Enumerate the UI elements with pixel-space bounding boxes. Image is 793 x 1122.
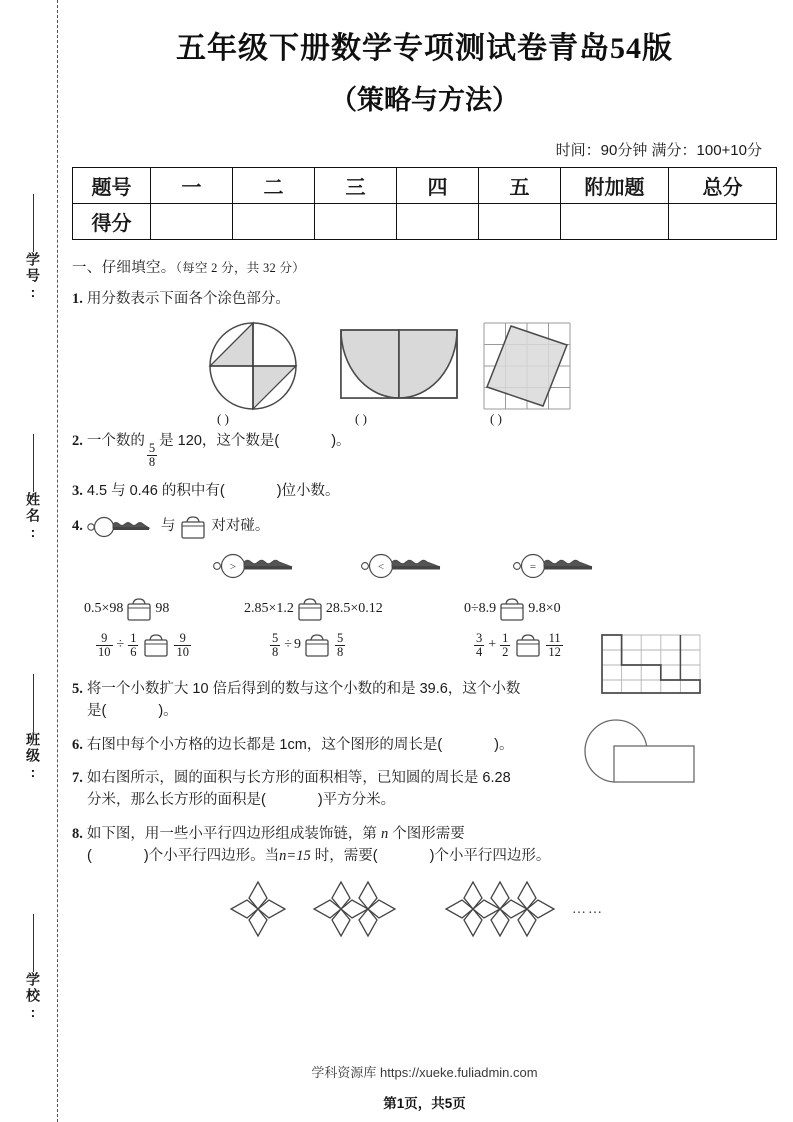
footer-library-name: 学科资源库: [311, 1065, 377, 1080]
question-number: 6.: [72, 736, 83, 753]
expression-pair-2: [244, 596, 383, 622]
question-7: [72, 767, 777, 812]
fraction: [128, 632, 138, 659]
score-cell: 三: [315, 167, 397, 203]
circle-quadrant-figure: [205, 320, 301, 412]
table-row: [73, 167, 777, 203]
question-text-line2: (: [87, 848, 92, 865]
footer-url[interactable]: https://xueke.fuliadmin.com: [380, 1065, 538, 1080]
fraction-numerator: 11: [548, 630, 561, 645]
key-icon: [86, 516, 158, 538]
score-input-cell[interactable]: [233, 203, 315, 239]
key-icon-less-than: [360, 552, 450, 580]
sidebar-item-name: [10, 430, 56, 542]
fraction-numerator: 9: [101, 630, 108, 645]
score-input-cell[interactable]: [561, 203, 669, 239]
variable-n-equals: n=15: [279, 848, 311, 865]
key-symbol: =: [529, 560, 537, 573]
operator: ÷: [116, 637, 125, 653]
fraction-numerator: 1: [502, 630, 509, 645]
sidebar-label-name: 姓名:: [25, 492, 41, 542]
fraction: [174, 632, 191, 659]
question-number: 3.: [72, 483, 83, 500]
fraction-denominator: 8: [336, 644, 344, 659]
question-text-d: 时，需要(: [310, 848, 378, 865]
score-input-cell[interactable]: [397, 203, 479, 239]
score-cell: 五: [479, 167, 561, 203]
sidebar-item-school: [10, 910, 56, 1022]
expression-right: 28.5×0.12: [325, 600, 383, 616]
score-input-cell[interactable]: [315, 203, 397, 239]
student-info-sidebar: [10, 0, 56, 1122]
fraction-numerator: 9: [179, 630, 186, 645]
fraction-numerator: 5: [336, 630, 344, 645]
section-heading-text: 一、仔细填空。: [72, 259, 176, 276]
score-cell: 总分: [669, 167, 777, 203]
question-number: 4.: [72, 518, 83, 535]
question-8: [72, 823, 777, 868]
expression-pair-3: [464, 596, 561, 622]
question-4: [72, 514, 777, 540]
chain-figure-1: [227, 878, 289, 940]
exam-page: [72, 0, 777, 1122]
lock-icon: [178, 514, 208, 540]
page-subtitle: （策略与方法）: [330, 84, 519, 115]
question-text-line2: 是(: [87, 703, 107, 720]
score-cell: 一: [151, 167, 233, 203]
lock-icon[interactable]: [296, 596, 324, 622]
question-3: [72, 480, 777, 502]
question-number: 5.: [72, 680, 83, 697]
lock-icon[interactable]: [303, 632, 331, 658]
question-1-figures: [72, 316, 777, 428]
fraction: [546, 632, 563, 659]
operator: ÷: [284, 637, 292, 653]
score-input-cell[interactable]: [669, 203, 777, 239]
fraction-denominator: 10: [98, 644, 111, 659]
sidebar-item-class: [10, 670, 56, 782]
chain-figure-2: [310, 878, 426, 940]
question-text-line2: 分米，那么长方形的面积是(: [87, 792, 266, 809]
question-number: 7.: [72, 769, 83, 786]
question-1: [72, 288, 777, 310]
q4-key-symbols-row: [72, 550, 777, 590]
operator: +: [488, 637, 497, 653]
table-row: [73, 203, 777, 239]
fraction-denominator: 8: [148, 454, 156, 469]
key-icon-equals: [512, 552, 602, 580]
grid-perimeter-figure: [600, 633, 702, 695]
footer-source: [72, 1062, 777, 1081]
section-points: （每空 2 分，共 32 分）: [175, 260, 306, 275]
expression-right: 9.8×0: [528, 600, 561, 616]
write-line: [33, 434, 34, 492]
q4-expression-row-1: [72, 592, 777, 630]
footer-page-number: 第1页，共5页: [383, 1096, 466, 1111]
fraction-numerator: 5: [148, 440, 156, 455]
key-symbol: >: [229, 560, 237, 573]
fraction: [335, 632, 345, 659]
fraction-denominator: 4: [476, 644, 483, 659]
page-title: 五年级下册数学专项测试卷青岛54版: [176, 32, 673, 65]
expression-left: 0÷8.9: [464, 600, 497, 616]
q1-caption-3[interactable]: ( ): [490, 410, 502, 426]
question-text: 将一个小数扩大 10 倍后得到的数与这个小数的和是 39.6，这个小数: [86, 680, 521, 697]
question-text-tail: )。: [494, 736, 514, 753]
sidebar-label-student-id: 学号:: [25, 252, 41, 302]
whole-number: 9: [293, 637, 301, 653]
question-text-b: 个图形需要: [388, 825, 465, 842]
exam-meta: 时间：90分钟 满分：100+10分: [555, 141, 762, 159]
fraction: [270, 632, 280, 659]
question-text-c: )个小平行四边形。当: [143, 848, 280, 865]
score-cell: 二: [233, 167, 315, 203]
fraction: [500, 632, 510, 659]
variable-n: n: [380, 825, 389, 842]
binding-dashed-line: [57, 0, 58, 1122]
section-heading: [72, 256, 777, 277]
fraction-denominator: 12: [548, 644, 561, 659]
question-text: 一个数的: [86, 432, 145, 449]
key-icon-greater-than: [212, 552, 302, 580]
fraction-pair-3: [472, 632, 565, 659]
score-cell: 附加题: [561, 167, 669, 203]
question-2: [72, 430, 777, 469]
expression-right: 98: [155, 600, 170, 616]
question-text-tail: )。: [331, 432, 351, 449]
fraction-denominator: 8: [272, 644, 279, 659]
question-text: 4.5 与 0.46 的积中有(: [86, 483, 225, 500]
fraction-denominator: 2: [502, 644, 509, 659]
expression-pair-1: [84, 596, 169, 622]
score-row-header: 题号: [73, 167, 151, 203]
fraction-denominator: 6: [130, 644, 137, 659]
expression-left: 2.85×1.2: [244, 600, 294, 616]
fraction-pair-2: [268, 632, 347, 659]
question-text: 如下图，用一些小平行四边形组成装饰链，第: [86, 825, 381, 842]
two-squares-arcs-figure: [339, 328, 459, 406]
question-text-tail: )。: [158, 703, 178, 720]
question-4-tail: 对对碰。: [211, 518, 270, 535]
question-text: 右图中每个小方格的边长都是 1cm，这个图形的周长是(: [86, 736, 443, 753]
fraction-denominator: 10: [176, 644, 189, 659]
lock-icon[interactable]: [142, 632, 170, 658]
question-text-tail: )位小数。: [276, 483, 340, 500]
q8-parallelogram-chain-figures: [72, 876, 777, 948]
question-text-suffix: 是 120，这个数是(: [159, 432, 280, 449]
fraction-numerator: 3: [476, 630, 483, 645]
fraction: [474, 632, 484, 659]
sidebar-label-school: 学校:: [25, 972, 41, 1022]
question-4-mid: 与: [160, 518, 176, 535]
score-cell: 四: [397, 167, 479, 203]
lock-icon[interactable]: [514, 632, 542, 658]
question-number: 8.: [72, 825, 83, 842]
chain-figure-3: [442, 878, 584, 940]
q1-caption-2[interactable]: ( ): [355, 410, 367, 426]
fraction-numerator: 1: [130, 630, 137, 645]
question-text: 用分数表示下面各个涂色部分。: [86, 290, 290, 307]
expression-left: 0.5×98: [84, 600, 124, 616]
fraction: [96, 632, 113, 659]
q1-caption-1[interactable]: ( ): [217, 410, 229, 426]
key-symbol: <: [377, 560, 385, 573]
sidebar-label-class: 班级:: [25, 732, 41, 782]
lock-icon[interactable]: [125, 596, 153, 622]
fraction-five-eighths: [147, 442, 157, 469]
write-line: [33, 674, 34, 732]
score-input-cell[interactable]: [151, 203, 233, 239]
fraction-numerator: 5: [272, 630, 279, 645]
fraction-pair-1: [94, 632, 193, 659]
score-table: [72, 167, 777, 240]
write-line: [33, 914, 34, 972]
lock-icon[interactable]: [498, 596, 526, 622]
chain-ellipsis: ……: [572, 901, 604, 917]
question-text: 如右图所示，圆的面积与长方形的面积相等，已知圆的周长是 6.28: [86, 769, 511, 786]
write-line: [33, 194, 34, 252]
score-input-cell[interactable]: [479, 203, 561, 239]
question-text-tail: )平方分米。: [317, 792, 396, 809]
score-row-header: 得分: [73, 203, 151, 239]
question-number: 2.: [72, 432, 83, 449]
question-text-e: )个小平行四边形。: [429, 848, 551, 865]
question-number: 1.: [72, 290, 83, 307]
sidebar-item-student-id: [10, 190, 56, 302]
tilted-square-grid-figure: [480, 319, 574, 413]
